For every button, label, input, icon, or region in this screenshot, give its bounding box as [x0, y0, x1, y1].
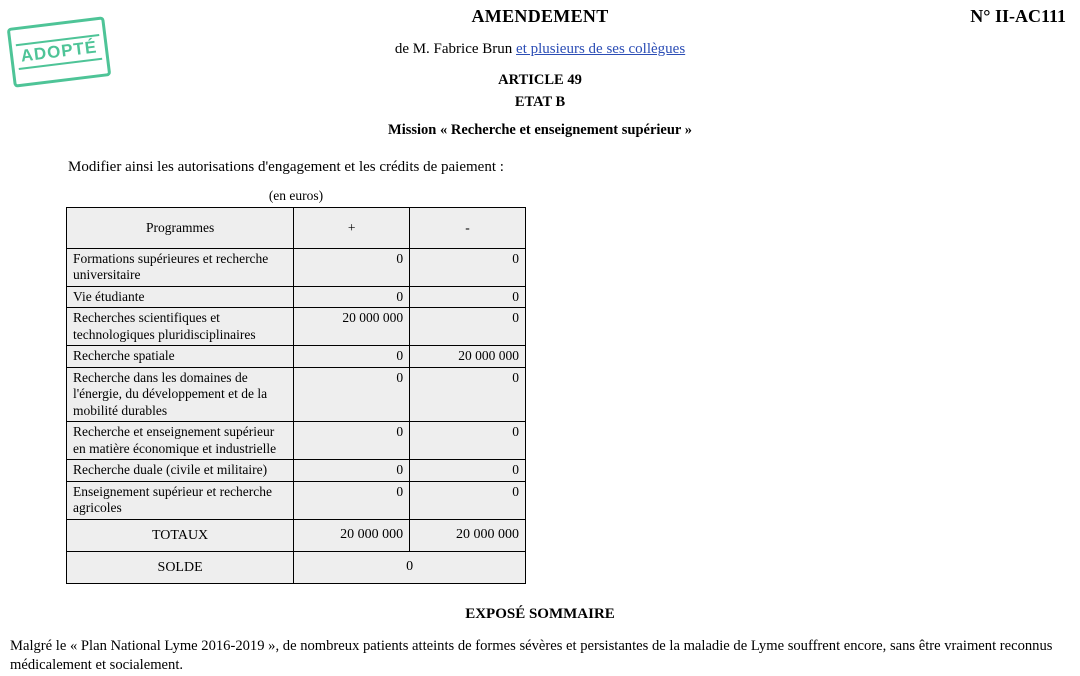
table-row [67, 346, 526, 367]
table-row [67, 481, 526, 519]
document-number: N° II-AC111 [970, 6, 1066, 26]
adopted-stamp-label: ADOPTÉ [15, 34, 102, 70]
row-minus: 0 [410, 286, 526, 307]
table-unit-label: (en euros) [268, 188, 324, 203]
row-programme: Recherche dans les domaines de l'énergie, du développement et de la mobilité durables [67, 367, 294, 421]
column-header-programmes: Programmes [67, 208, 294, 249]
row-minus: 0 [410, 422, 526, 460]
author-name: de M. Fabrice Brun [394, 41, 513, 57]
page-title: AMENDEMENT [471, 6, 609, 26]
row-plus: 0 [294, 367, 410, 421]
etat-heading: ETAT B [514, 94, 566, 110]
co-authors-link[interactable]: et plusieurs de ses collègues [516, 41, 686, 57]
expose-paragraph: Malgré le « Plan National Lyme 2016-2019 », de nombreux patients atteints de formes sévères et persistantes de la maladie de Lyme souffrent encore, sans être vraiment reconnus médicalement et socialement. [10, 637, 1053, 674]
column-header-plus: + [294, 208, 410, 249]
table-row [67, 367, 526, 421]
table-row-totals [67, 519, 526, 551]
row-plus: 20 000 000 [294, 308, 410, 346]
row-programme: Recherche duale (civile et militaire) [67, 460, 294, 481]
table-row [67, 308, 526, 346]
article-heading: ARTICLE 49 [498, 72, 582, 88]
row-programme: Enseignement supérieur et recherche agricoles [67, 481, 294, 519]
solde-label: SOLDE [67, 551, 294, 583]
totals-minus: 20 000 000 [410, 519, 526, 551]
table-row [67, 422, 526, 460]
column-header-minus: - [410, 208, 526, 249]
row-programme: Recherches scientifiques et technologiques pluridisciplinaires [67, 308, 294, 346]
row-programme: Recherche spatiale [67, 346, 294, 367]
mission-heading: Mission « Recherche et enseignement supérieur » [388, 122, 692, 138]
row-minus: 20 000 000 [410, 346, 526, 367]
row-plus: 0 [294, 481, 410, 519]
table-header-row [67, 208, 526, 249]
row-plus: 0 [294, 460, 410, 481]
expose-title: EXPOSÉ SOMMAIRE [465, 605, 615, 622]
table-row [67, 460, 526, 481]
row-minus: 0 [410, 367, 526, 421]
row-minus: 0 [410, 460, 526, 481]
table-row [67, 286, 526, 307]
row-plus: 0 [294, 249, 410, 287]
table-row [67, 249, 526, 287]
instruction-text: Modifier ainsi les autorisations d'engagement et les crédits de paiement : [68, 159, 504, 175]
row-plus: 0 [294, 346, 410, 367]
totals-label: TOTAUX [67, 519, 294, 551]
row-minus: 0 [410, 481, 526, 519]
table-row-solde [67, 551, 526, 583]
adopted-stamp [7, 16, 112, 87]
row-plus: 0 [294, 422, 410, 460]
totals-plus: 20 000 000 [294, 519, 410, 551]
author-line [0, 41, 1080, 58]
row-programme: Recherche et enseignement supérieur en matière économique et industrielle [67, 422, 294, 460]
row-minus: 0 [410, 249, 526, 287]
budget-table [66, 207, 526, 584]
row-programme: Vie étudiante [67, 286, 294, 307]
row-programme: Formations supérieures et recherche universitaire [67, 249, 294, 287]
solde-value: 0 [294, 551, 526, 583]
row-minus: 0 [410, 308, 526, 346]
row-plus: 0 [294, 286, 410, 307]
